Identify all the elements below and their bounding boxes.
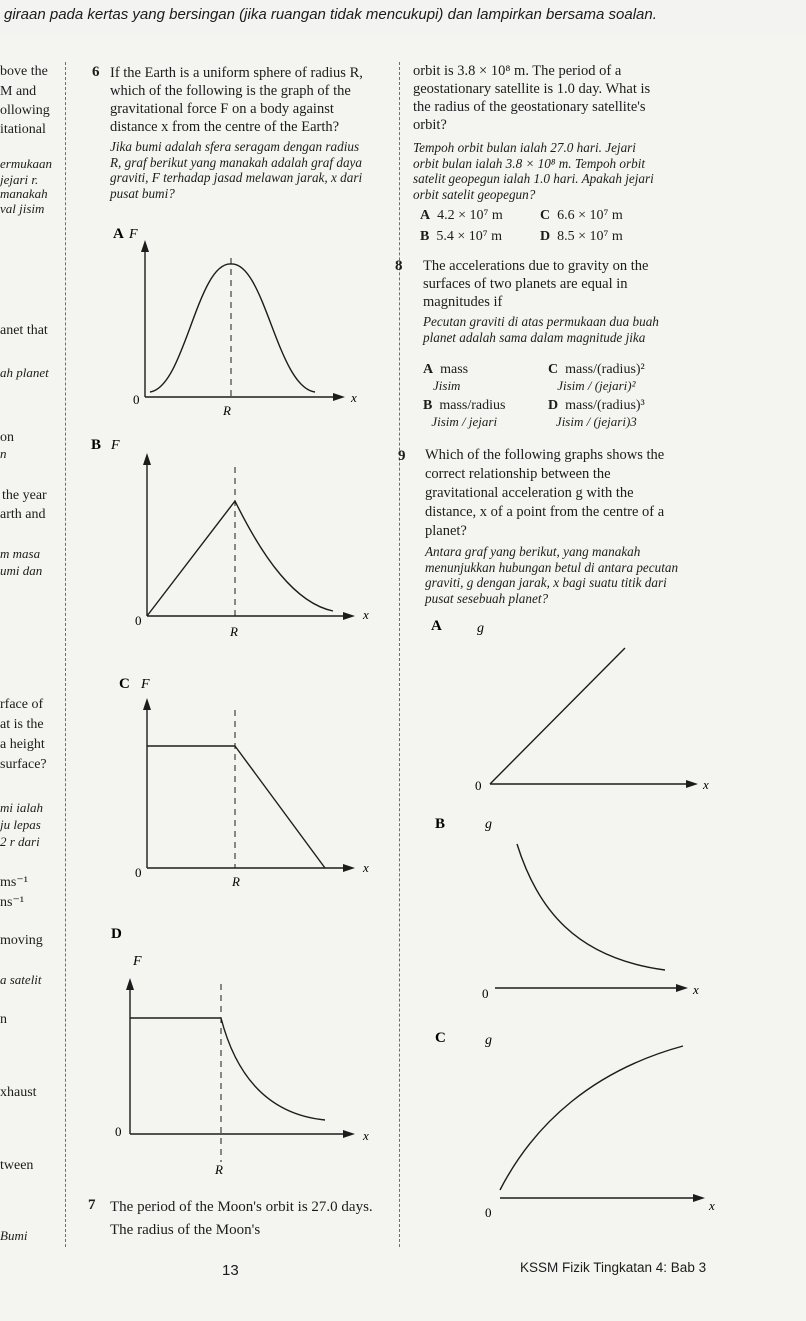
q9-graph-c-origin: 0 [485,1205,492,1220]
left-fragment-text: n [0,1012,7,1027]
q7-option-c-text: 6.6 × 10⁷ m [557,208,623,223]
q8-option-c-letter: C [548,362,559,377]
q7-continuation [413,62,663,202]
left-fragment-text: at is the [0,717,44,732]
left-fragment-text: ms⁻¹ [0,875,28,890]
q9-graph-a-ylabel: g [477,621,484,636]
q6-graph-a-option: A [113,226,124,242]
q6-graph-c-tick: R [232,874,240,887]
q8-number: 8 [395,258,403,274]
q6-graph-c-origin: 0 [135,865,142,880]
q8-option-c-text: mass/(radius)² [565,362,645,377]
q6-text-en: If the Earth is a uniform sphere of radius R, which of the following is the graph of the gravitational force F on a body against distance x from the centre of the Earth? [110,65,363,135]
instruction-text: giraan pada kertas yang bersingan (jika ruangan tidak mencukupi) dan lampirkan bersama soalan. [4,6,657,23]
left-fragment-text: xhaust [0,1085,37,1100]
q6-question [110,64,368,201]
q9-graph-b-xlabel: x [693,982,699,997]
left-fragment-text: ollowing [0,103,50,118]
q7-option-d [540,229,623,245]
q6-graph-b-origin: 0 [135,613,142,628]
q8-option-d-letter: D [548,398,559,413]
q6-graph-d-xlabel: x [363,1128,369,1143]
q9-graph-b-origin: 0 [482,986,489,1001]
q6-graph-b-ylabel: F [111,438,120,453]
left-fragment-text: m masa [0,546,41,561]
q7-option-d-text: 8.5 × 10⁷ m [557,229,623,244]
q9-question [425,446,683,606]
left-fragment-text: ju lepas [0,817,41,832]
q9-graph-c-xlabel: x [709,1198,715,1213]
q6-graph-d-origin: 0 [115,1124,122,1139]
q6-graph-c [85,672,375,887]
left-fragment-text: tween [0,1158,34,1173]
left-fragment-text: manakah [0,186,48,201]
q8-option-d-text: mass/(radius)³ [565,398,645,413]
q8-question [423,257,671,345]
q9-graph-c [425,1022,715,1222]
left-fragment-text: moving [0,933,43,948]
q9-graph-a-origin: 0 [475,778,482,792]
q8-option-c-ms: Jisim / (jejari)² [557,378,636,393]
q9-graph-c-option: C [435,1030,446,1046]
q8-option-a-text: mass [440,362,469,377]
left-fragment-text: anet that [0,323,48,338]
left-fragment-text: mi ialah [0,800,43,815]
q7-option-c-letter: C [540,208,551,223]
q7-option-b [420,229,502,245]
q7-text-en: The period of the Moon's orbit is 27.0 days. The radius of the Moon's [110,1199,373,1238]
left-fragment-text: bove the [0,64,48,79]
q6-graph-d-ylabel: F [133,954,142,969]
q9-graph-b-option: B [435,816,446,832]
left-fragment-text: a height [0,737,45,752]
q8-option-a [423,362,468,394]
left-fragment-text: val jisim [0,201,45,216]
left-fragment-text: 2 r dari [0,834,40,849]
q9-graph-b [425,808,715,1008]
left-fragment-text: itational [0,122,46,137]
left-fragment-text: jejari r. [0,172,39,187]
q8-option-c [548,362,645,394]
q6-graph-a [105,222,375,422]
q6-graph-b [85,433,375,643]
left-fragment-text: a satelit [0,972,42,987]
q6-graph-a-xlabel: x [351,390,357,405]
q8-option-b-ms: Jisim / jejari [431,414,498,429]
q8-option-b [423,398,505,430]
q6-graph-c-xlabel: x [363,860,369,875]
q9-graph-a [425,612,715,792]
q9-text-ms: Antara graf yang berikut, yang manakah menunjukkan hubungan betul di antara pecutan graviti, g dengan jarak, x bagi suatu titik dari pusat sesebuah planet? [425,544,679,606]
left-fragment-text: on [0,430,14,445]
left-column-divider [65,62,66,1247]
left-fragment-text: ermukaan [0,156,52,171]
q6-graph-d [85,922,375,1180]
q9-number: 9 [398,448,406,464]
q7-option-d-letter: D [540,229,551,244]
q6-graph-d-option: D [111,926,122,942]
q8-option-d-ms: Jisim / (jejari)3 [555,414,637,429]
q6-text-ms: Jika bumi adalah sfera seragam dengan radius R, graf berikut yang manakah adalah graf daya graviti, F terhadap jasad melawan jarak, x dari pusat bumi? [110,139,363,201]
footer-reference: KSSM Fizik Tingkatan 4: Bab 3 [520,1260,707,1275]
left-fragment-text: arth and [0,507,46,522]
q6-graph-b-tick: R [230,624,238,639]
q6-graph-a-ylabel: F [129,227,138,242]
q7-number: 7 [88,1197,96,1213]
left-fragment-text: the year [2,488,47,503]
center-column-divider [399,62,400,1247]
q8-option-a-letter: A [423,362,434,377]
q6-graph-a-origin: 0 [133,392,140,407]
q7-option-a-letter: A [420,208,431,223]
left-fragment-text: umi dan [0,563,43,578]
q7-cont-text-ms: Tempoh orbit bulan ialah 27.0 hari. Jejari orbit bulan ialah 3.8 × 10⁸ m. Tempoh orbit satelit geopegun ialah 1.0 hari. Apakah jejari orbit satelit geopegun? [413,140,654,202]
q8-option-b-letter: B [423,398,433,413]
q8-option-b-text: mass/radius [439,398,506,413]
q7-option-a [420,208,503,224]
q9-text-en: Which of the following graphs shows the correct relationship between the gravitational acceleration g with the distance, x of a point from the centre of a planet? [425,447,665,539]
q7-cont-text-en: orbit is 3.8 × 10⁸ m. The period of a geostationary satellite is 1.0 day. What is the radius of the geostationary satellite's orbit? [413,63,651,133]
left-fragment-text: ns⁻¹ [0,895,25,910]
q6-graph-c-option: C [119,676,130,692]
q7-option-a-text: 4.2 × 10⁷ m [437,208,503,223]
q6-number: 6 [92,64,100,80]
q6-graph-a-tick: R [223,403,231,418]
left-fragment-text: M and [0,84,37,99]
left-fragment-text: rface of [0,697,44,712]
page-number: 13 [222,1262,239,1279]
q6-graph-b-option: B [91,437,102,453]
left-fragment-text: ah planet [0,365,49,380]
instruction-banner [0,0,806,35]
q8-text-en: The accelerations due to gravity on the surfaces of two planets are equal in magnitudes if [423,258,649,310]
q7-option-b-letter: B [420,229,430,244]
q9-graph-a-xlabel: x [703,777,709,792]
q6-graph-d-tick: R [215,1162,223,1177]
q8-option-d [548,398,645,430]
q7-option-c [540,208,623,224]
q6-graph-b-xlabel: x [363,607,369,622]
left-fragment-text: n [0,446,7,461]
left-fragment-text: Bumi [0,1228,28,1243]
q7-option-b-text: 5.4 × 10⁷ m [436,229,503,244]
q9-graph-b-ylabel: g [485,817,492,832]
q9-graph-a-option: A [431,618,442,634]
q9-graph-c-ylabel: g [485,1033,492,1048]
q6-graph-c-ylabel: F [141,677,150,692]
q8-option-a-ms: Jisim [433,378,461,393]
left-fragment-text: surface? [0,757,47,772]
q8-text-ms: Pecutan graviti di atas permukaan dua buah planet adalah sama dalam magnitude jika [423,314,659,345]
